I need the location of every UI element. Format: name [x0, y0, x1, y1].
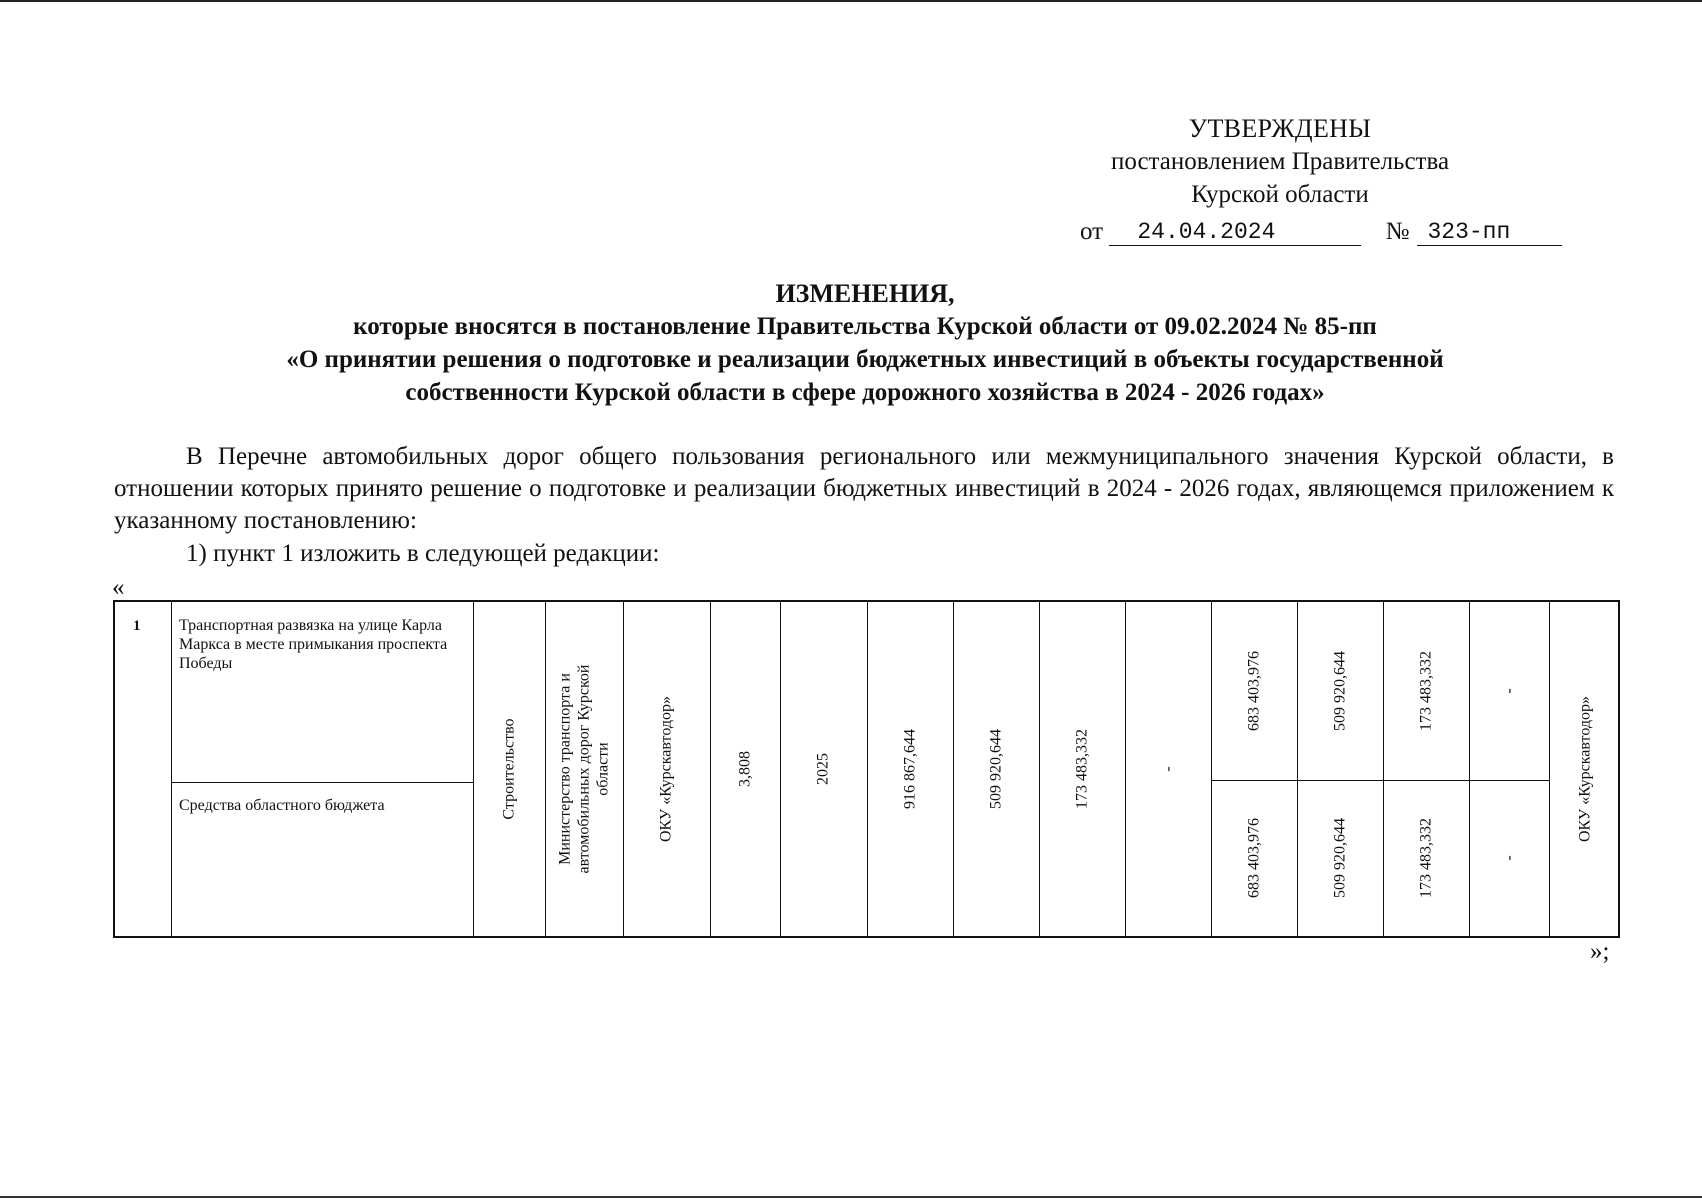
row-number: 1	[133, 618, 141, 634]
table-col-divider	[710, 602, 711, 936]
scan-edge-bottom	[0, 1196, 1702, 1198]
approval-date-line	[1080, 218, 1562, 246]
table-col-divider	[1469, 602, 1470, 936]
row-total-value: 509 920,644	[1331, 651, 1349, 731]
total-cost: 916 867,644	[901, 729, 919, 809]
row-total-value: 683 403,976	[1245, 651, 1263, 731]
list-item-1: 1) пункт 1 изложить в следующей редакции:	[186, 540, 660, 567]
heading-line-2: «О принятии решения о подготовке и реализации бюджетных инвестиций в объекты государственной	[286, 346, 1444, 373]
cost-2025: 173 483,332	[1073, 729, 1091, 809]
length: 3,808	[736, 751, 754, 787]
scan-edge-top	[0, 0, 1702, 2]
changes-table	[113, 600, 1620, 938]
executor: ОКУ «Курскавтодор»	[1576, 695, 1594, 843]
row-budget-value: 509 920,644	[1331, 818, 1349, 898]
row-budget-value: 173 483,332	[1417, 818, 1435, 898]
table-col-divider	[473, 602, 474, 936]
row-total-value: -	[1500, 688, 1518, 694]
table-col-divider	[780, 602, 781, 936]
approval-date: 24.04.2024	[1109, 218, 1361, 246]
heading-line-3: собственности Курской области в сфере дорожного хозяйства в 2024 - 2026 годах»	[405, 379, 1325, 406]
table-row-divider	[171, 782, 473, 783]
ministry: Министерство транспорта и автомобильных дорог Курской области	[556, 664, 612, 874]
heading-title: ИЗМЕНЕНИЯ,	[775, 279, 955, 308]
quote-close: »;	[1590, 938, 1610, 965]
approval-line-1: постановлением Правительства	[1110, 148, 1450, 175]
table-col-divider	[1297, 602, 1298, 936]
cost-2024: 509 920,644	[987, 729, 1005, 809]
table-col-divider	[1125, 602, 1126, 936]
customer: ОКУ «Курскавтодор»	[657, 695, 675, 843]
table-col-divider	[953, 602, 954, 936]
heading-line-1: которые вносятся в постановление Правительства Курской области от 09.02.2024 № 85-пп	[353, 313, 1377, 340]
table-col-divider	[623, 602, 624, 936]
table-col-divider	[171, 602, 172, 936]
table-col-divider	[867, 602, 868, 936]
approval-line-2: Курской области	[1191, 181, 1369, 208]
table-col-divider	[1383, 602, 1384, 936]
year: 2025	[814, 753, 832, 785]
cost-2026: -	[1159, 766, 1177, 772]
body-paragraph: В Перечне автомобильных дорог общего пользования регионального или межмуниципального значения Курской области, в отношении которых принято решение о подготовке и реализации бюджетных инвестиций в 2024 - 2026 годах, являющемся приложением к указанному постановлению:	[114, 443, 1614, 534]
table-col-divider	[1211, 602, 1212, 936]
table-col-divider	[545, 602, 546, 936]
funding-source: Средства областного бюджета	[179, 797, 385, 814]
approval-date-prefix: от	[1080, 218, 1104, 245]
approval-number: 323-пп	[1417, 218, 1562, 246]
work-type: Строительство	[500, 718, 518, 820]
document-heading	[120, 277, 1610, 409]
approval-stamp	[1100, 112, 1460, 211]
quote-open: «	[112, 574, 125, 601]
object-name: Транспортная развязка на улице Карла Маркса в месте примыкания проспекта Победы	[179, 617, 448, 672]
row-budget-value: -	[1500, 855, 1518, 861]
approval-title: УТВЕРЖДЕНЫ	[1188, 114, 1372, 143]
table-col-divider	[1039, 602, 1040, 936]
table-row-divider	[1211, 780, 1549, 781]
approval-number-prefix: №	[1385, 218, 1410, 245]
table-col-divider	[1549, 602, 1550, 936]
row-total-value: 173 483,332	[1417, 651, 1435, 731]
row-budget-value: 683 403,976	[1245, 818, 1263, 898]
